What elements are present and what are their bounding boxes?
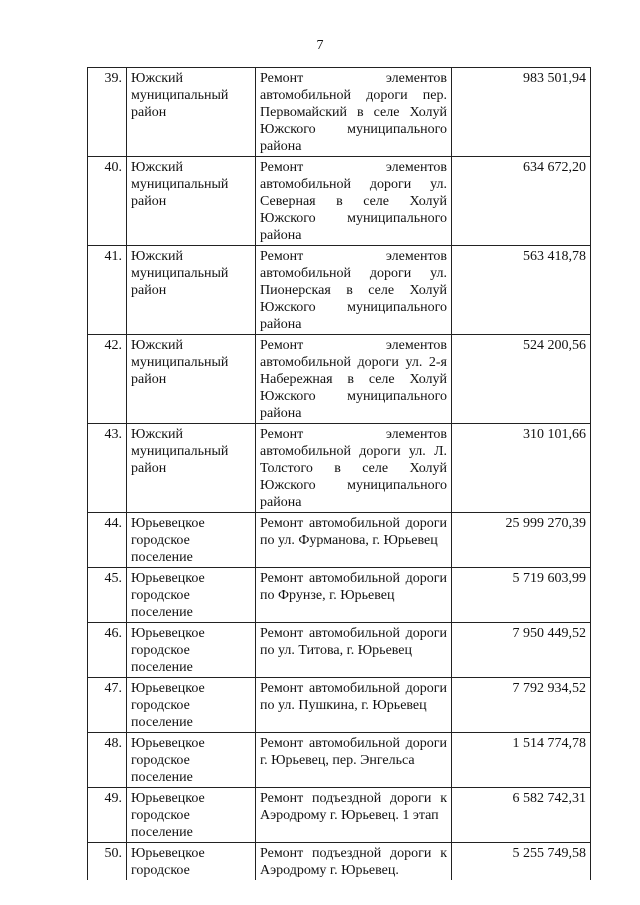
row-number: 44. (88, 513, 127, 568)
amount-cell: 563 418,78 (452, 246, 591, 335)
amount-cell: 1 514 774,78 (452, 733, 591, 788)
municipality-cell: Юрьевецкое городское поселение (127, 678, 256, 733)
row-number: 39. (88, 68, 127, 157)
amount-cell: 524 200,56 (452, 335, 591, 424)
description-cell: Ремонт автомобильной дороги по Фрунзе, г. Юрьевец (256, 568, 452, 623)
object-list-table (87, 67, 591, 880)
table-row (88, 335, 591, 424)
amount-cell: 983 501,94 (452, 68, 591, 157)
row-number: 49. (88, 788, 127, 843)
row-number: 46. (88, 623, 127, 678)
table-row (88, 246, 591, 335)
table-row (88, 568, 591, 623)
table-row (88, 424, 591, 513)
municipality-cell: Южский муниципальный район (127, 424, 256, 513)
description-cell: Ремонт подъездной дороги к Аэродрому г. Юрьевец. (256, 843, 452, 881)
municipality-cell: Юрьевецкое городское (127, 843, 256, 881)
row-number: 50. (88, 843, 127, 881)
table-row (88, 788, 591, 843)
amount-cell: 6 582 742,31 (452, 788, 591, 843)
description-cell: Ремонт элементов автомобильной дороги ул. 2-я Набережная в селе Холуй Южского муниципального района (256, 335, 452, 424)
row-number: 42. (88, 335, 127, 424)
municipality-cell: Южский муниципальный район (127, 157, 256, 246)
municipality-cell: Юрьевецкое городское поселение (127, 733, 256, 788)
amount-cell: 5 255 749,58 (452, 843, 591, 881)
municipality-cell: Юрьевецкое городское поселение (127, 568, 256, 623)
description-cell: Ремонт элементов автомобильной дороги ул. Пионерская в селе Холуй Южского муниципального района (256, 246, 452, 335)
municipality-cell: Юрьевецкое городское поселение (127, 623, 256, 678)
page-number: 7 (316, 38, 324, 53)
amount-cell: 310 101,66 (452, 424, 591, 513)
description-cell: Ремонт элементов автомобильной дороги ул. Северная в селе Холуй Южского муниципального района (256, 157, 452, 246)
table-row (88, 733, 591, 788)
description-cell: Ремонт автомобильной дороги по ул. Фурманова, г. Юрьевец (256, 513, 452, 568)
row-number: 48. (88, 733, 127, 788)
amount-cell: 25 999 270,39 (452, 513, 591, 568)
amount-cell: 7 792 934,52 (452, 678, 591, 733)
municipality-cell: Южский муниципальный район (127, 68, 256, 157)
municipality-cell: Юрьевецкое городское поселение (127, 513, 256, 568)
row-number: 41. (88, 246, 127, 335)
amount-cell: 5 719 603,99 (452, 568, 591, 623)
municipality-cell: Юрьевецкое городское поселение (127, 788, 256, 843)
table-row (88, 513, 591, 568)
table-row (88, 623, 591, 678)
row-number: 40. (88, 157, 127, 246)
municipality-cell: Южский муниципальный район (127, 335, 256, 424)
table-row (88, 843, 591, 881)
amount-cell: 7 950 449,52 (452, 623, 591, 678)
description-cell: Ремонт автомобильной дороги г. Юрьевец, пер. Энгельса (256, 733, 452, 788)
description-cell: Ремонт элементов автомобильной дороги пер. Первомайский в селе Холуй Южского муниципального района (256, 68, 452, 157)
row-number: 47. (88, 678, 127, 733)
table-row (88, 68, 591, 157)
row-number: 45. (88, 568, 127, 623)
table-body (88, 68, 591, 881)
table-row (88, 157, 591, 246)
description-cell: Ремонт подъездной дороги к Аэродрому г. Юрьевец. 1 этап (256, 788, 452, 843)
description-cell: Ремонт автомобильной дороги по ул. Пушкина, г. Юрьевец (256, 678, 452, 733)
description-cell: Ремонт автомобильной дороги по ул. Титова, г. Юрьевец (256, 623, 452, 678)
amount-cell: 634 672,20 (452, 157, 591, 246)
description-cell: Ремонт элементов автомобильной дороги ул. Л. Толстого в селе Холуй Южского муниципального района (256, 424, 452, 513)
table-row (88, 678, 591, 733)
municipality-cell: Южский муниципальный район (127, 246, 256, 335)
row-number: 43. (88, 424, 127, 513)
